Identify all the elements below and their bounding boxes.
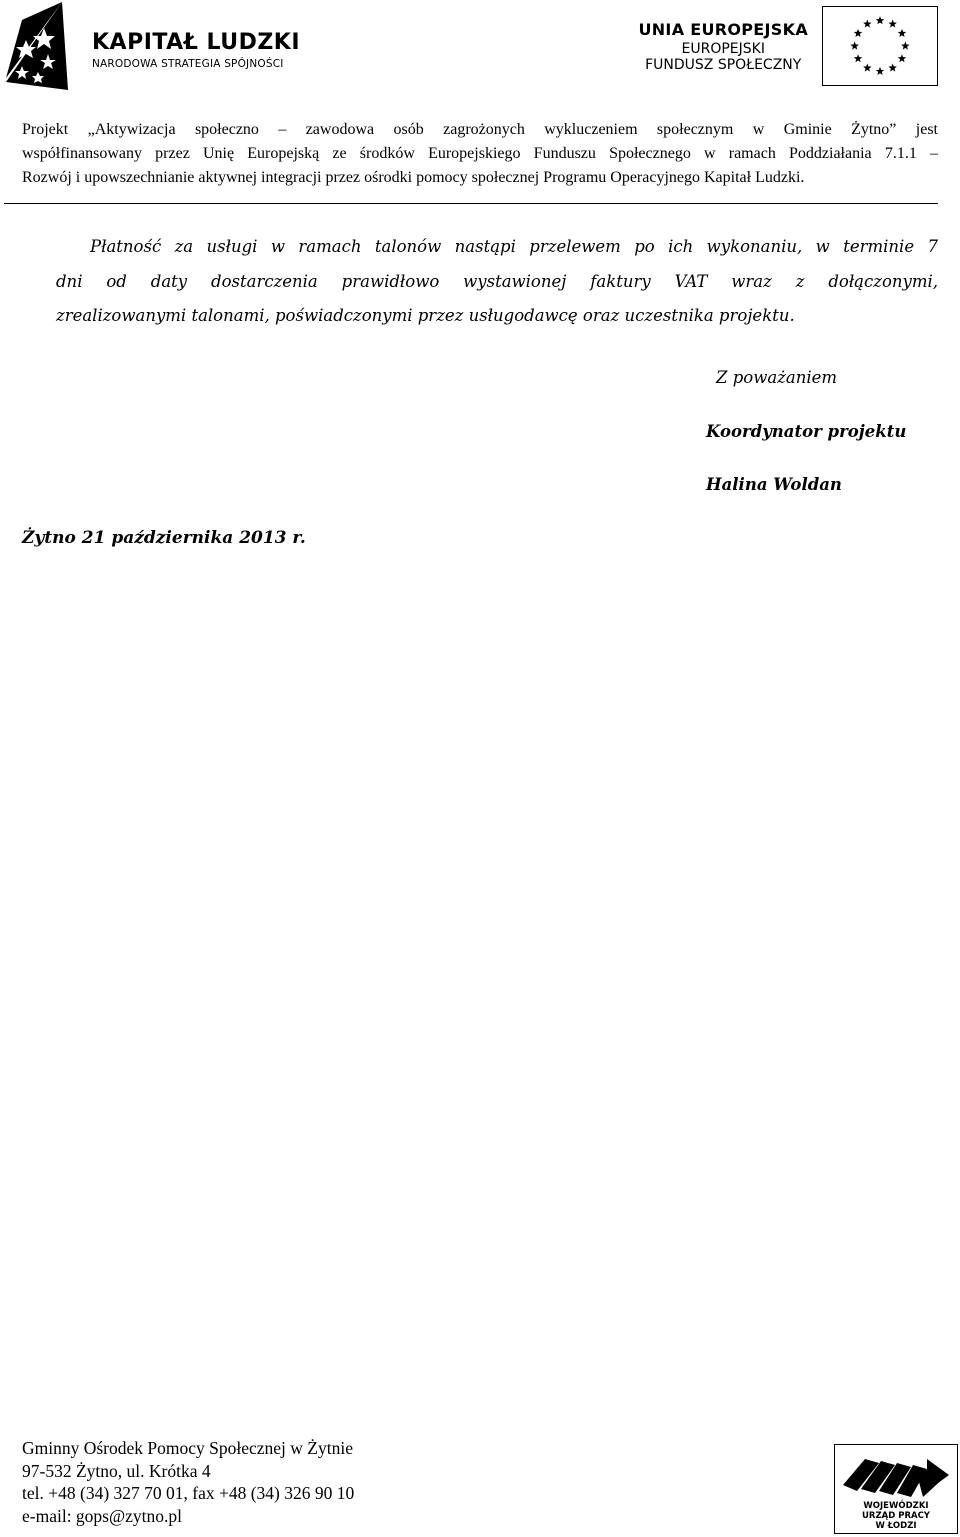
eu-star-icon — [898, 54, 907, 62]
header-divider — [4, 203, 938, 204]
kapital-ludzki-logo — [4, 0, 304, 96]
eu-star-icon — [898, 29, 907, 37]
project-info-line: Projekt „Aktywizacja społeczno – zawodowa osób zagrożonych wykluczeniem społecznym w Gminie Żytno” jest — [22, 121, 938, 138]
wup-logo-line2: URZĄD PRACY — [862, 1511, 930, 1521]
eu-star-icon — [854, 54, 863, 62]
eu-star-icon — [850, 42, 859, 50]
eu-star-icon — [901, 42, 910, 50]
kapital-ludzki-emblem-icon — [4, 0, 74, 94]
paragraph-line: zrealizowanymi talonami, poświadczonymi przez usługodawcę oraz uczestnika projektu. — [56, 306, 795, 325]
paragraph-line: dni od daty dostarczenia prawidłowo wystawionej faktury VAT wraz z dołączonymi, — [56, 271, 938, 291]
eu-star-icon — [888, 63, 897, 71]
eu-star-icon — [863, 20, 872, 28]
wup-logo-line3: W ŁODZI — [875, 1521, 917, 1531]
eu-logo-line1: UNIA EUROPEJSKA — [638, 20, 808, 39]
project-info-line: Rozwój i upowszechnianie aktywnej integracji przez ośrodki pomocy społecznej Programu Operacyjnego Kapitał Ludzki. — [22, 169, 805, 186]
project-info-line: współfinansowany przez Unię Europejską ze środków Europejskiego Funduszu Społecznego w ramach Poddziałania 7.1.1 – — [22, 145, 938, 162]
kapital-ludzki-subtitle: NARODOWA STRATEGIA SPÓJNOŚCI — [92, 58, 284, 70]
eu-logo-line3: FUNDUSZ SPOŁECZNY — [645, 57, 802, 73]
eu-star-icon — [876, 16, 885, 24]
eu-star-icon — [888, 20, 897, 28]
payment-paragraph — [56, 230, 938, 334]
footer-org: Gminny Ośrodek Pomocy Społecznej w Żytnie — [22, 1438, 353, 1458]
wup-emblem-icon — [835, 1445, 956, 1501]
closing-salutation: Z poważaniem — [716, 368, 838, 387]
eu-star-icon — [863, 63, 872, 71]
wup-logo-text — [835, 1501, 957, 1531]
coordinator-title: Koordynator projektu — [706, 422, 907, 441]
coordinator-name: Halina Woldan — [706, 475, 842, 494]
eu-logo — [638, 6, 940, 88]
kapital-ludzki-title: KAPITAŁ LUDZKI — [92, 30, 301, 55]
footer-phone: tel. +48 (34) 327 70 01, fax +48 (34) 326 90 10 — [22, 1483, 355, 1503]
footer-email: e-mail: gops@zytno.pl — [22, 1505, 182, 1526]
wup-lodz-logo — [834, 1444, 958, 1534]
project-info — [22, 118, 938, 190]
footer-address: 97-532 Żytno, ul. Krótka 4 — [22, 1460, 211, 1481]
footer-contact — [22, 1437, 354, 1527]
eu-flag-icon — [822, 6, 938, 86]
wup-logo-line1: WOJEWÓDZKI — [863, 1501, 929, 1511]
eu-star-icon — [876, 67, 885, 75]
date-place: Żytno 21 października 2013 r. — [22, 528, 306, 548]
eu-star-icon — [854, 29, 863, 37]
eu-logo-line2: EUROPEJSKI — [681, 41, 765, 57]
eu-logo-text — [638, 20, 808, 73]
paragraph-line: Płatność za usługi w ramach talonów nastąpi przelewem po ich wykonaniu, w terminie 7 — [90, 237, 938, 256]
